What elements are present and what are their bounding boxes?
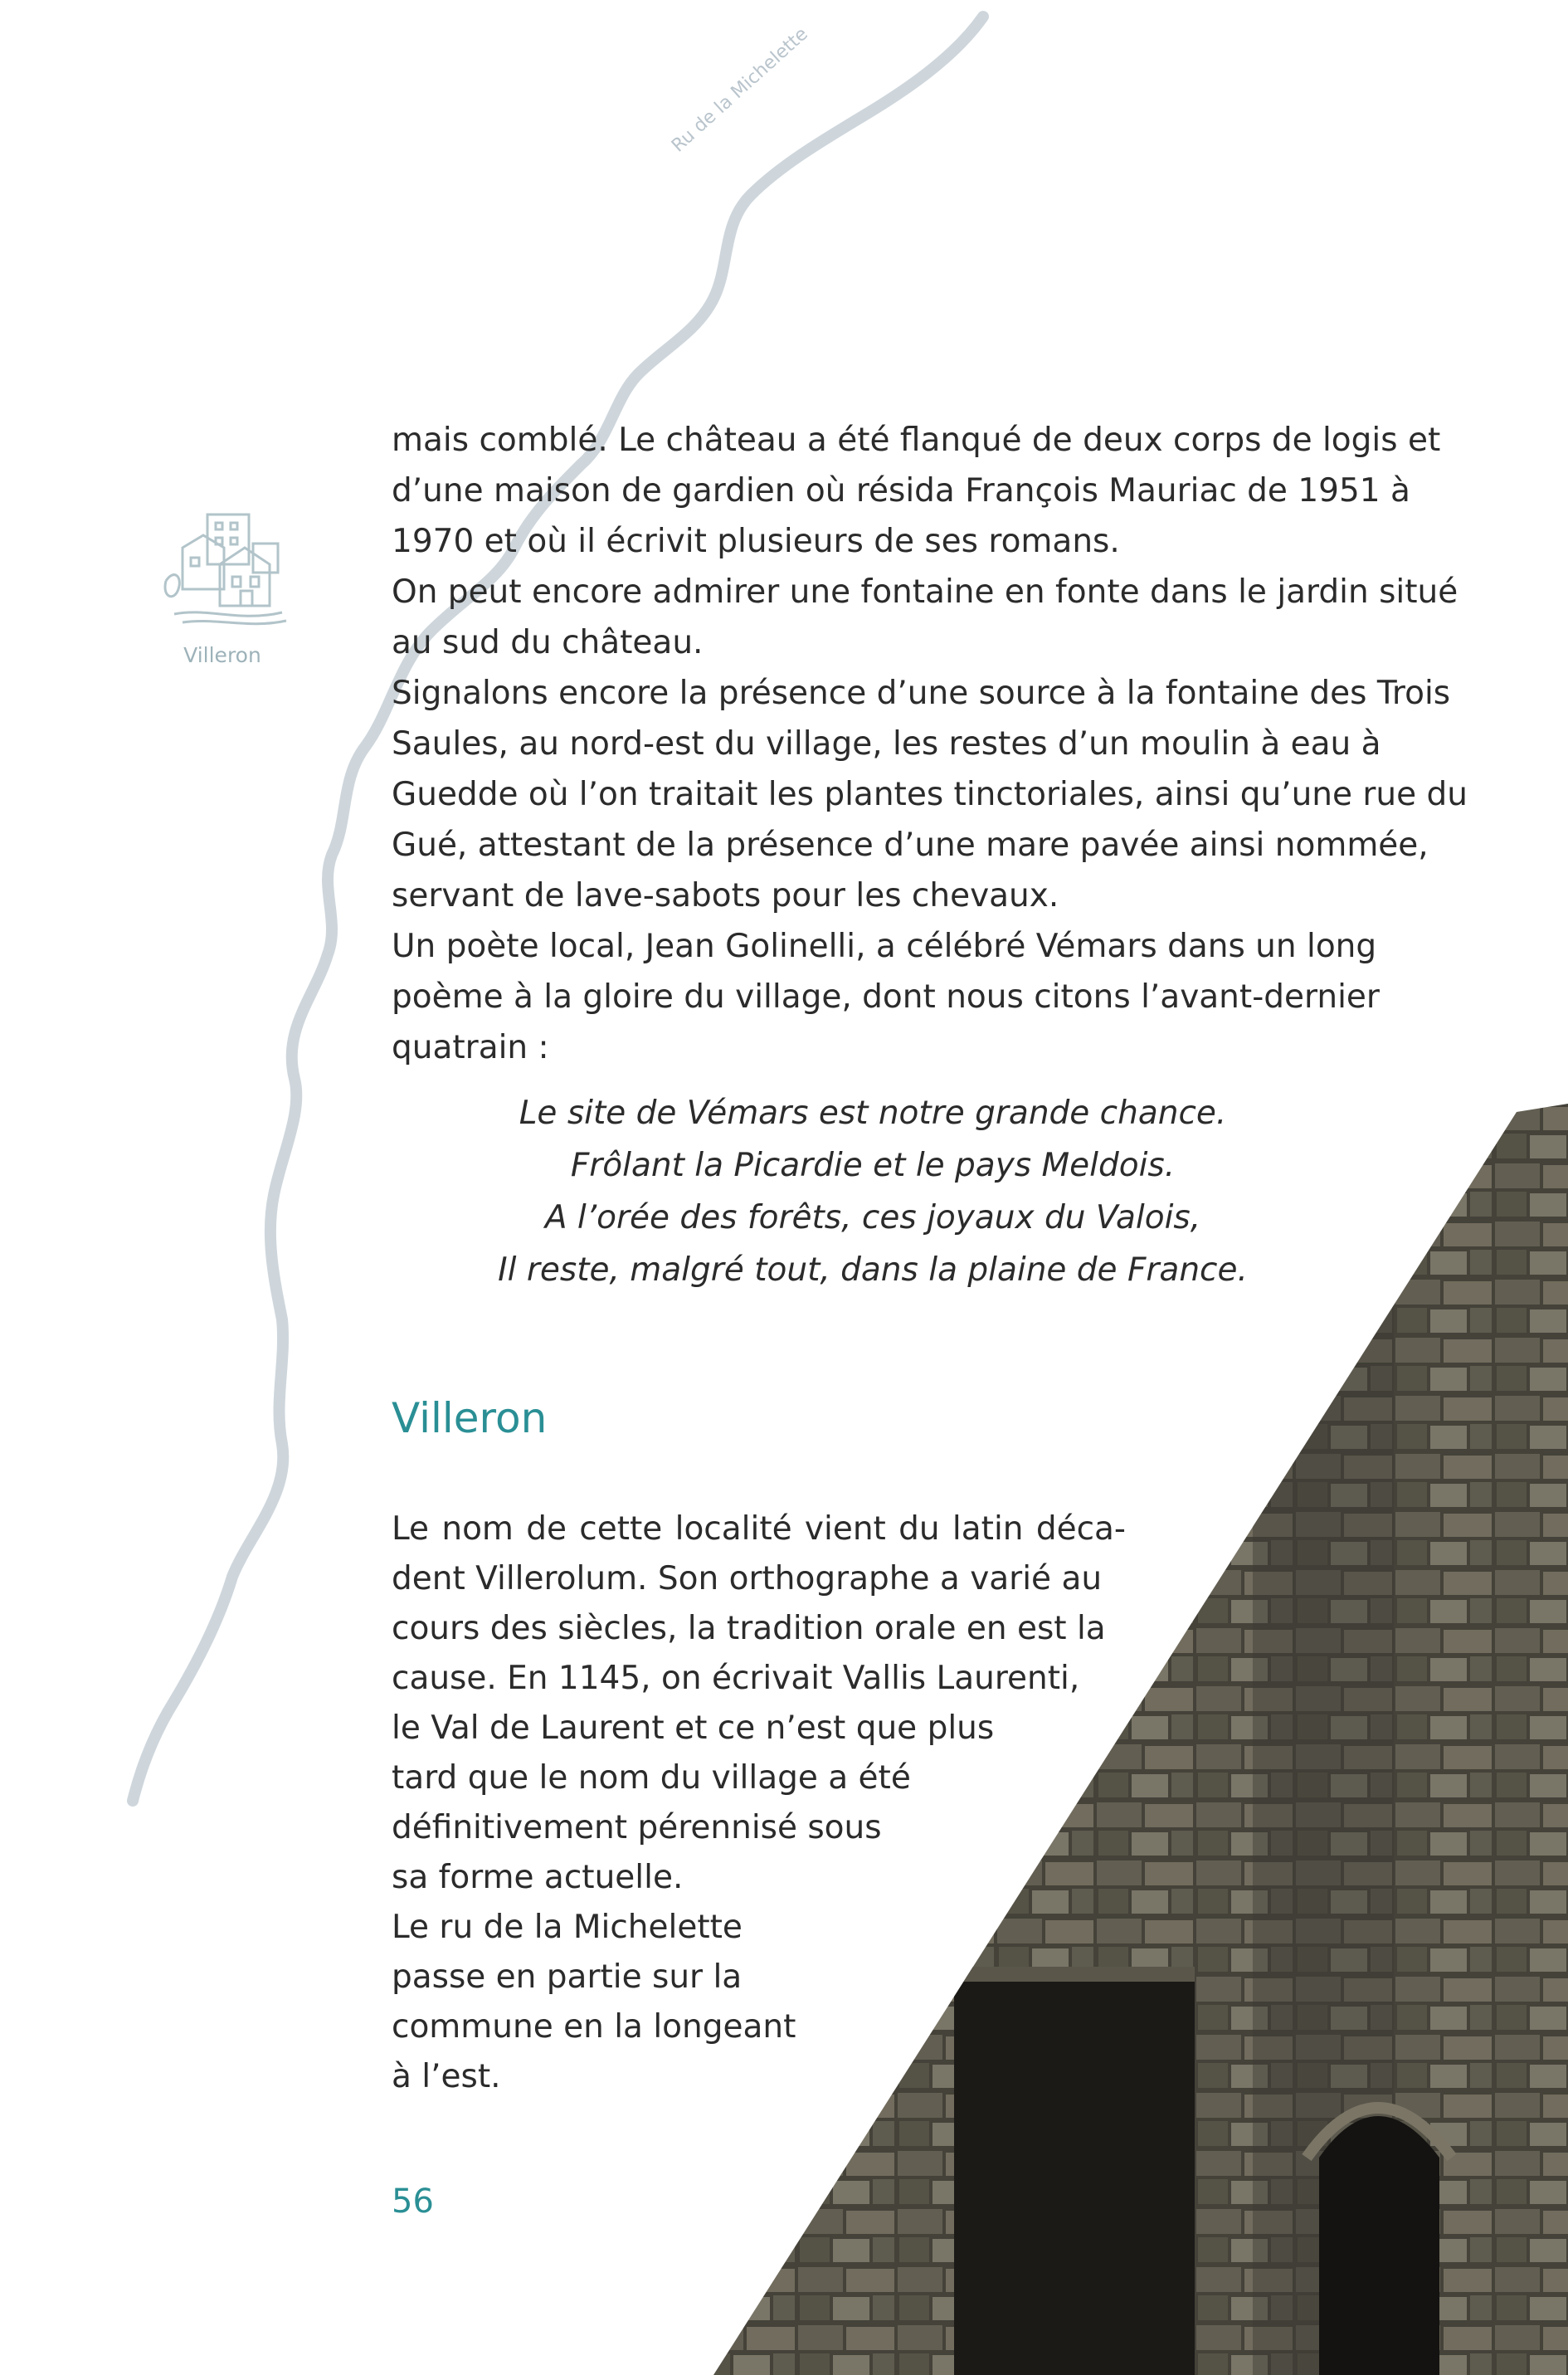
villeron-text-block xyxy=(392,1504,1126,2102)
text-line: cause. En 1145, on écrivait Vallis Laurenti, xyxy=(392,1660,1080,1697)
poem-line: Il reste, malgré tout, dans la plaine de France. xyxy=(498,1251,1248,1289)
text-line: cours des siècles, la tradition orale en est la xyxy=(392,1610,1106,1647)
village-logo-label: Villeron xyxy=(183,643,261,667)
section-title: Villeron xyxy=(392,1394,548,1442)
poem-quatrain xyxy=(392,1087,1354,1296)
text-line: dent Villerolum. Son orthographe a varié au xyxy=(392,1560,1103,1597)
paragraph: On peut encore admirer une fontaine en fonte dans le jardin situé au sud du château. xyxy=(392,573,1458,661)
text-line: le Val de Laurent et ce n’est que plus xyxy=(392,1709,995,1747)
poem-line: Le site de Vémars est notre grande chance. xyxy=(519,1095,1227,1132)
text-line: définitivement pérennisé sous xyxy=(392,1809,882,1846)
river-label: Ru de la Michelette xyxy=(668,23,812,157)
text-line: commune en la longeant xyxy=(392,2008,796,2046)
text-line: tard que le nom du village a été xyxy=(392,1759,911,1797)
text-line: passe en partie sur la xyxy=(392,1958,743,1996)
intro-text-block xyxy=(392,415,1470,1073)
text-line: Le ru de la Michelette xyxy=(392,1909,743,1946)
page-number: 56 xyxy=(392,2182,434,2221)
text-line: sa forme actuelle. xyxy=(392,1859,684,1896)
paragraph: mais comblé. Le château a été flanqué de deux corps de logis et d’une maison de gardien où résida François Mauriac de 1951 à 1970 et où il écrivit plusieurs de ses romans. xyxy=(392,422,1441,560)
text-line: à l’est. xyxy=(392,2058,501,2095)
paragraph: Un poète local, Jean Golinelli, a célébré Vémars dans un long poème à la gloire du village, dont nous citons l’avant-dernier quatrain : xyxy=(392,928,1380,1066)
text-line: Le nom de cette localité vient du latin déca- xyxy=(392,1510,1126,1548)
poem-line: Frôlant la Picardie et le pays Meldois. xyxy=(570,1147,1176,1184)
paragraph: Signalons encore la présence d’une source à la fontaine des Trois Saules, au nord-est du village, les restes d’un moulin à eau à Guedde où l’on traitait les plantes tinctoriales, ainsi qu’une rue du Gué, attestant de la présence d’une mare pavée ainsi nommée, servant de lave-sabots pour les chevaux. xyxy=(392,675,1468,914)
poem-line: A l’orée des forêts, ces joyaux du Valois, xyxy=(544,1199,1201,1236)
